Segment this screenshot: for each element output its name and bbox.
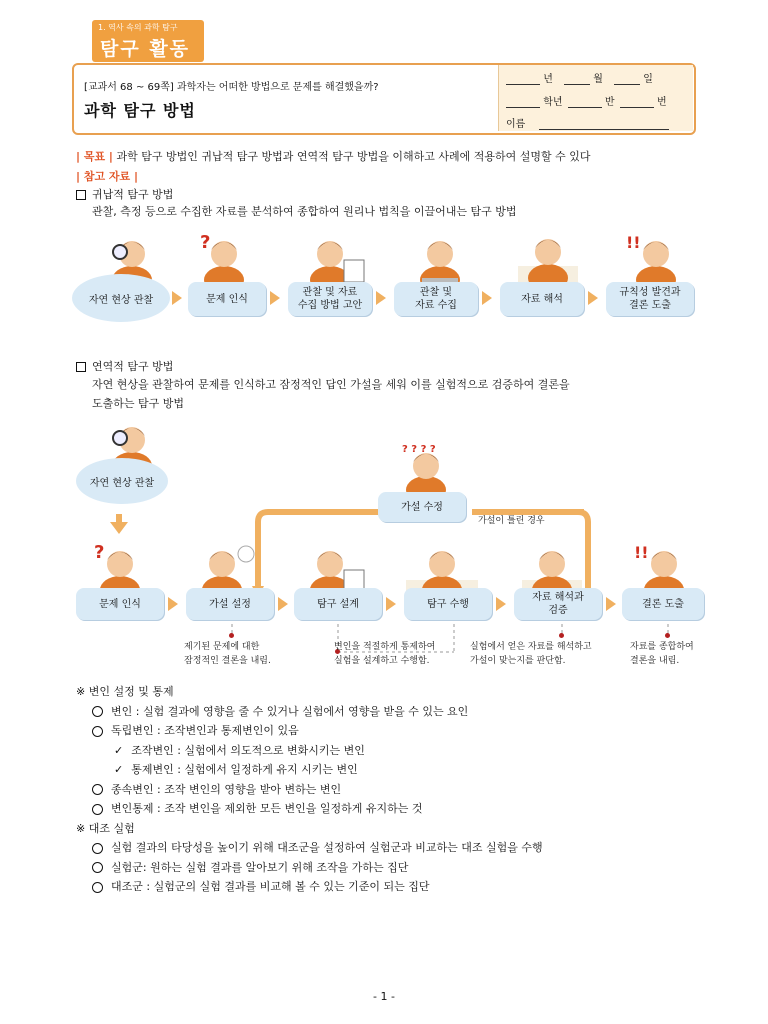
circle-bullet-icon [92, 804, 103, 815]
month-label: 월 [593, 74, 603, 85]
year-label: 년 [543, 74, 553, 85]
goal-tag: | 목표 | [76, 150, 113, 163]
list-item: 변인통제 : 조작 변인을 제외한 모든 변인을 일정하게 유지하는 것 [76, 799, 716, 819]
number-label: 번 [656, 97, 667, 108]
class-field[interactable] [568, 96, 602, 108]
arrow-right-icon [496, 597, 506, 611]
class-label: 반 [604, 97, 615, 108]
step-revise-hypothesis: 가설 수정 [378, 492, 466, 522]
wrong-hypothesis-label: 가설이 틀린 경우 [478, 516, 545, 526]
list-item: ✓ 조작변인 : 실험에서 의도적으로 변화시키는 변인 [114, 743, 365, 757]
step-problem: 문제 인식 [76, 588, 164, 620]
textbook-reference: [교과서 68 ~ 69쪽] 과학자는 어떠한 방법으로 문제를 해결했을까? [84, 82, 379, 93]
svg-text:?: ? [94, 542, 105, 563]
step-design-method: 관찰 및 자료 수집 방법 고안 [288, 282, 372, 316]
arrow-right-icon [386, 597, 396, 611]
inductive-flow [72, 222, 696, 322]
note-dot [559, 633, 564, 638]
goal-text: 과학 탐구 방법인 귀납적 탐구 방법과 연역적 탐구 방법을 이해하고 사례에 적용하여 설명할 수 있다 [116, 150, 591, 163]
step-analyze: 자료 해석 [500, 282, 584, 316]
arrow-right-icon [482, 291, 492, 305]
arrow-right-icon [588, 291, 598, 305]
check-icon: ✓ [114, 743, 124, 757]
day-field[interactable] [614, 73, 640, 85]
deductive-flow [72, 418, 706, 680]
deductive-description: 자연 현상을 관찰하여 문제를 인식하고 잠정적인 답인 가설을 세워 이를 실험적으로 검증하여 결론을 도출하는 탐구 방법 [92, 378, 570, 410]
svg-text:? ? ? ?: ? ? ? ? [402, 444, 436, 455]
year-field[interactable] [506, 73, 540, 85]
note-dot [229, 633, 234, 638]
grade-label: 학년 [543, 97, 563, 108]
svg-text:?: ? [200, 232, 211, 253]
grade-field[interactable] [506, 96, 540, 108]
page-title: 과학 탐구 방법 [84, 101, 196, 120]
circle-bullet-icon [92, 706, 103, 717]
class-row [506, 93, 667, 108]
list-item: 실험 결과의 타당성을 높이기 위해 대조군을 설정하여 실험군과 비교하는 대조 실험을 수행 [76, 838, 716, 858]
circle-bullet-icon [92, 784, 103, 795]
arrow-right-icon [172, 291, 182, 305]
step-observe: 자연 현상 관찰 [72, 274, 170, 322]
step-hypothesis: 가설 설정 [186, 588, 274, 620]
step-collect: 관찰 및 자료 수집 [394, 282, 478, 316]
page-number: - 1 - [373, 990, 395, 1003]
deductive-heading: 연역적 탐구 방법 [76, 358, 173, 374]
badge-subtitle: 1. 역사 속의 과학 탐구 [98, 23, 178, 32]
check-icon: ✓ [114, 763, 124, 776]
variables-section [76, 682, 716, 897]
arrow-right-icon [606, 597, 616, 611]
step-observe: 자연 현상 관찰 [76, 458, 168, 504]
inductive-description: 관찰, 측정 등으로 수집한 자료를 분석하여 종합하여 원리나 법칙을 이끌어내는 탐구 방법 [92, 205, 517, 218]
circle-bullet-icon [92, 843, 103, 854]
number-field[interactable] [620, 96, 654, 108]
arrow-right-icon [270, 291, 280, 305]
circle-bullet-icon [92, 882, 103, 893]
month-field[interactable] [564, 73, 590, 85]
step-conclude: 결론 도출 [622, 588, 704, 620]
name-field[interactable] [539, 118, 669, 130]
arrow-right-icon [168, 597, 178, 611]
square-bullet-icon [76, 362, 86, 372]
reference-tag: | 참고 자료 | [76, 170, 139, 183]
name-row [506, 115, 669, 130]
circle-bullet-icon [92, 726, 103, 737]
step-design: 탐구 설계 [294, 588, 382, 620]
note-verify: 실험에서 얻은 자료를 해석하고 가설이 맞는지를 판단함. [470, 642, 592, 666]
arrow-right-icon [278, 597, 288, 611]
step-verify: 자료 해석과 검증 [514, 588, 602, 620]
list-item: ✓ 통제변인 : 실험에서 일정하게 유지 시키는 변인 [114, 763, 358, 776]
circle-bullet-icon [92, 862, 103, 873]
note-conclude: 자료를 종합하여 결론을 내림. [630, 642, 694, 666]
svg-text:!!: !! [634, 543, 649, 562]
date-row [506, 70, 653, 85]
goal [76, 148, 590, 164]
arrow-right-icon [376, 291, 386, 305]
badge-title: 탐구 활동 [100, 38, 191, 60]
step-perform: 탐구 수행 [404, 588, 492, 620]
list-item: 종속변인 : 조작 변인의 영향을 받아 변하는 변인 [76, 780, 716, 800]
variables-heading: ※ 변인 설정 및 통제 [76, 685, 174, 698]
list-item: 변인 : 실험 결과에 영향을 줄 수 있거나 실험에서 영향을 받을 수 있는 요인 [76, 702, 716, 722]
note-design: 변인을 적절하게 통제하여 실험을 설계하고 수행함. [334, 642, 436, 666]
inductive-heading: 귀납적 탐구 방법 [76, 186, 173, 202]
square-bullet-icon [76, 190, 86, 200]
control-heading: ※ 대조 실험 [76, 821, 135, 835]
note-dot [665, 633, 670, 638]
list-item: 독립변인 : 조작변인과 통제변인이 있음 [76, 721, 716, 741]
list-item: 실험군: 원하는 실험 결과를 알아보기 위해 조작을 가하는 집단 [76, 858, 716, 878]
day-label: 일 [643, 74, 653, 85]
step-problem: 문제 인식 [188, 282, 266, 316]
svg-text:!!: !! [626, 233, 641, 252]
name-label: 이름 [506, 119, 526, 130]
list-item: 대조군 : 실험군의 실험 결과를 비교해 볼 수 있는 기준이 되는 집단 [76, 877, 716, 897]
note-hypothesis: 제기된 문제에 대한 잠정적인 결론을 내림. [184, 642, 271, 666]
step-conclude: 규칙성 발견과 결론 도출 [606, 282, 694, 316]
